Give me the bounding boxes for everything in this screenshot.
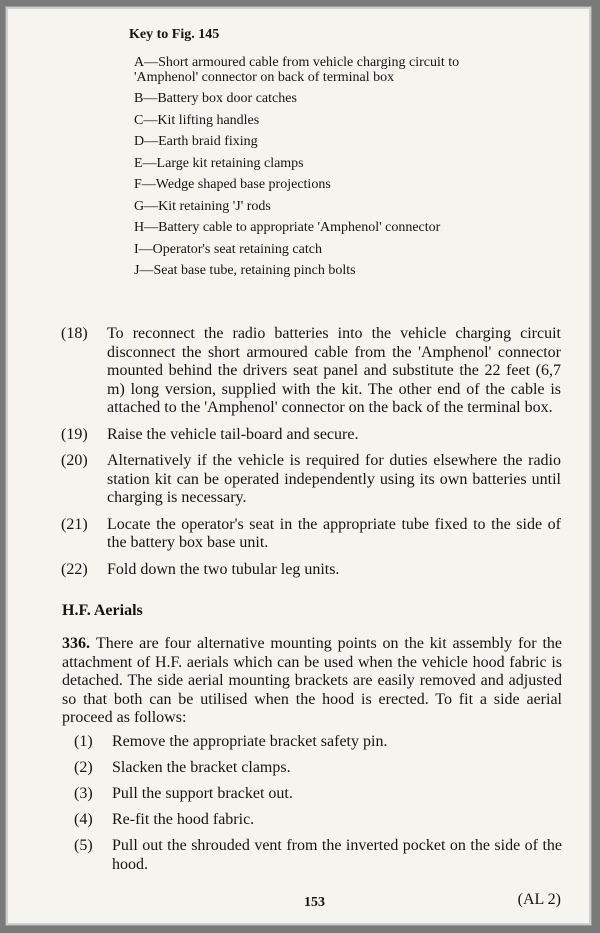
key-item-b: B—Battery box door catches [134, 91, 297, 106]
key-item-j: J—Seat base tube, retaining pinch bolts [134, 263, 356, 278]
paragraph-22 [61, 561, 561, 580]
key-item-h: H—Battery cable to appropriate 'Amphenol' connector [134, 220, 441, 235]
paragraph-number: (22) [61, 560, 88, 578]
paragraph-number: (19) [61, 425, 88, 443]
paragraph-20 [61, 452, 561, 508]
paragraph-19 [61, 426, 561, 445]
step-text: Pull out the shrouded vent from the inverted pocket on the side of the hood. [112, 837, 562, 873]
step-2 [74, 759, 562, 778]
step-text: Slacken the bracket clamps. [112, 759, 291, 776]
key-list [134, 55, 464, 285]
step-text: Pull the support bracket out. [112, 785, 293, 802]
paragraph-text: Raise the vehicle tail-board and secure. [107, 425, 359, 443]
page-number: 153 [304, 895, 325, 910]
step-text: Remove the appropriate bracket safety pin. [112, 733, 388, 750]
step-list [74, 733, 562, 882]
paragraph-18 [61, 325, 561, 418]
step-number: (5) [74, 837, 93, 854]
step-text: Re-fit the hood fabric. [112, 811, 255, 828]
step-number: (3) [74, 785, 93, 802]
step-5 [74, 837, 562, 874]
key-item-g: G—Kit retaining 'J' rods [134, 198, 271, 214]
step-4 [74, 811, 562, 830]
key-item-c: C—Kit lifting handles [134, 112, 260, 128]
paragraph-number: (21) [61, 515, 88, 533]
key-item-a: A—Short armoured cable from vehicle charging circuit to 'Amphenol' connector on back of terminal box [134, 55, 460, 85]
key-title: Key to Fig. 145 [129, 27, 220, 42]
key-item-f: F—Wedge shaped base projections [134, 177, 331, 192]
paragraph-21 [61, 516, 561, 553]
step-3 [74, 785, 562, 804]
paragraph-list [61, 325, 561, 587]
step-number: (1) [74, 733, 93, 750]
paragraph-text: Alternatively if the vehicle is required for duties elsewhere the radio station kit can be operated independently using its own batteries until charging is necessary. [107, 452, 561, 506]
section-paragraph-number: 336. [62, 635, 90, 652]
document-page [6, 7, 591, 925]
key-item-d: D—Earth braid fixing [134, 134, 258, 149]
paragraph-text: To reconnect the radio batteries into the vehicle charging circuit disconnect the short armoured cable from the 'Amphenol' connector mounted behind the drivers seat panel and substitute the 22 feet (6,7 m) long version, supplied with the kit. The other end of the cable is attached to the 'Amphenol' connector on the back of the terminal box. [107, 325, 561, 416]
paragraph-text: Locate the operator's seat in the appropriate tube fixed to the side of the battery box base unit. [107, 515, 561, 551]
edition-label: (AL 2) [517, 891, 561, 908]
key-item-e: E—Large kit retaining clamps [134, 155, 304, 171]
paragraph-number: (20) [61, 452, 88, 469]
paragraph-text: Fold down the two tubular leg units. [107, 560, 340, 578]
key-item-i: I—Operator's seat retaining catch [134, 241, 322, 257]
section-paragraph [62, 635, 562, 728]
step-1 [74, 733, 562, 752]
paragraph-number: (18) [61, 325, 88, 342]
step-number: (2) [74, 759, 93, 776]
step-number: (4) [74, 811, 93, 828]
section-paragraph-text: There are four alternative mounting points on the kit assembly for the attachment of H.F. aerials which can be used when the vehicle hood fabric is detached. The side aerial mounting brackets are easily removed and adjusted so that both can be utilised when the hood is erected. To fit a side aerial proceed as follows: [62, 635, 562, 726]
section-heading: H.F. Aerials [62, 602, 143, 619]
